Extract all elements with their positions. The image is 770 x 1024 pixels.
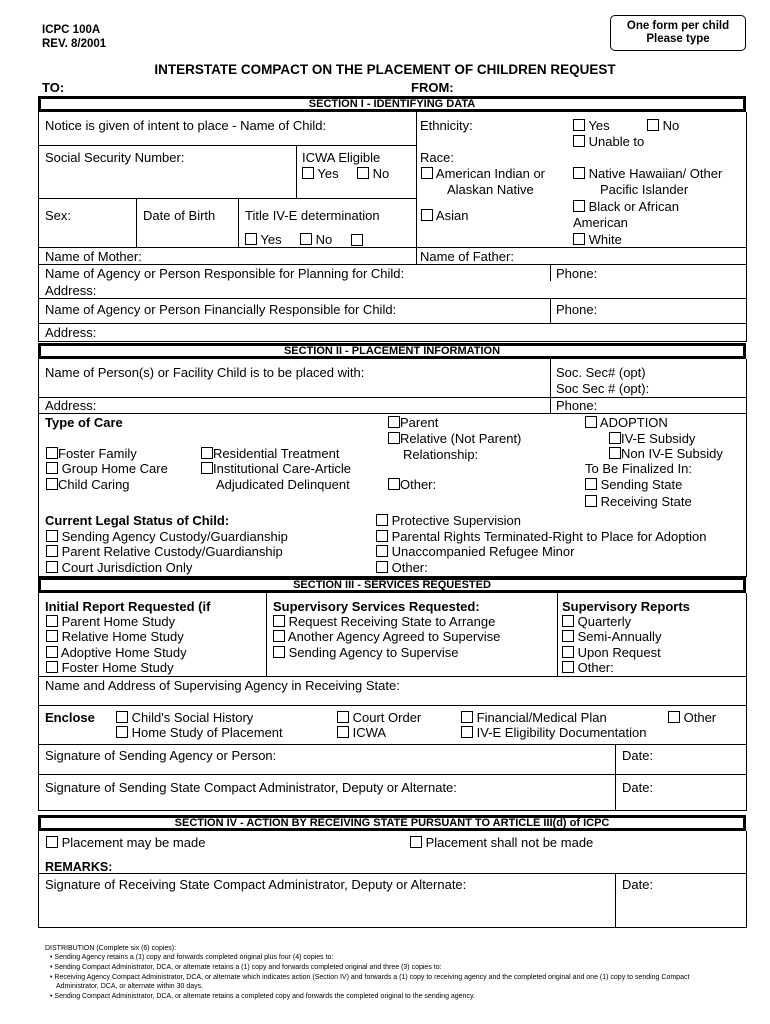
sex-label: Sex: xyxy=(45,208,72,223)
parent-label: Parent xyxy=(400,415,439,430)
home-study-checkbox[interactable] xyxy=(116,726,128,738)
remarks-label: REMARKS: xyxy=(45,860,113,874)
race-black-option[interactable] xyxy=(573,199,679,214)
court-jurisdiction-label: Court Jurisdiction Only xyxy=(61,560,193,575)
sending-agency-date-label: Date: xyxy=(622,748,654,763)
parent-option[interactable] xyxy=(388,415,438,430)
title-ive-label: Title IV-E determination xyxy=(245,208,380,223)
adoption-label: ADOPTION xyxy=(599,415,668,430)
court-order-checkbox[interactable] xyxy=(337,711,349,723)
child-caring-label: Child Caring xyxy=(58,477,130,492)
ethnicity-no-option[interactable] xyxy=(647,118,679,133)
relative-home-option[interactable] xyxy=(46,629,184,644)
distribution-heading: DISTRIBUTION (Complete six (6) copies): xyxy=(45,945,177,952)
ive-subsidy-checkbox[interactable] xyxy=(609,432,621,444)
instruction-line-1: One form per child xyxy=(626,20,730,32)
form-title: INTERSTATE COMPACT ON THE PLACEMENT OF CHILDREN REQUEST xyxy=(154,62,616,77)
soc-sec-opt-2-label: Soc Sec # (opt): xyxy=(556,381,650,396)
icwa-yes-label: Yes xyxy=(317,166,339,181)
financial-medical-checkbox[interactable] xyxy=(461,711,473,723)
institutional-option[interactable] xyxy=(201,461,351,476)
request-receiving-option[interactable] xyxy=(273,614,495,629)
enclose-other-label: Other xyxy=(683,710,717,725)
placement-may-be-made-checkbox[interactable] xyxy=(46,836,58,848)
quarterly-label: Quarterly xyxy=(577,614,632,629)
social-history-option[interactable] xyxy=(116,710,253,725)
relative-home-label: Relative Home Study xyxy=(61,629,184,644)
race-black-label: Black or African xyxy=(588,199,679,214)
social-history-checkbox[interactable] xyxy=(116,711,128,723)
relative-option[interactable] xyxy=(388,431,521,446)
sending-custody-option[interactable] xyxy=(46,529,288,544)
adoption-option[interactable] xyxy=(585,415,668,430)
title-ive-yes-label: Yes xyxy=(260,232,282,247)
section-1-header: SECTION I - IDENTIFYING DATA xyxy=(38,96,746,112)
finalize-receiving-checkbox[interactable] xyxy=(585,495,597,507)
race-american-indian-label: American Indian or xyxy=(435,166,546,181)
foster-home-option[interactable] xyxy=(46,660,174,675)
ive-eligibility-label: IV-E Eligibility Documentation xyxy=(476,725,647,740)
semi-annually-label: Semi-Annually xyxy=(577,629,662,644)
another-agency-option[interactable] xyxy=(273,629,500,644)
enclose-other-option[interactable] xyxy=(668,710,716,725)
finalize-receiving-label: Receiving State xyxy=(600,494,692,509)
relative-label: Relative (Not Parent) xyxy=(400,431,522,446)
group-home-option[interactable] xyxy=(46,461,168,476)
non-ive-subsidy-option[interactable] xyxy=(609,446,723,461)
refugee-checkbox[interactable] xyxy=(376,545,388,557)
finalize-sending-label: Sending State xyxy=(600,477,683,492)
request-receiving-label: Request Receiving State to Arrange xyxy=(288,614,496,629)
parent-checkbox[interactable] xyxy=(388,416,400,428)
race-white-checkbox[interactable] xyxy=(573,233,585,245)
ethnicity-yes-label: Yes xyxy=(588,118,610,133)
supervisory-services-label: Supervisory Services Requested: xyxy=(273,599,480,614)
parental-rights-label: Parental Rights Terminated-Right to Place for Adoption xyxy=(391,529,707,544)
placement-address-label: Address: xyxy=(45,398,97,413)
ive-eligibility-option[interactable] xyxy=(461,725,646,740)
enclose-label: Enclose xyxy=(45,710,95,725)
title-ive-no-label: No xyxy=(315,232,333,247)
quarterly-option[interactable] xyxy=(562,614,631,629)
form-revision: REV. 8/2001 xyxy=(42,38,107,50)
placed-with-label: Name of Person(s) or Facility Child is to be placed with: xyxy=(45,365,365,380)
parent-home-label: Parent Home Study xyxy=(61,614,176,629)
another-agency-checkbox[interactable] xyxy=(273,630,285,642)
care-other-option[interactable] xyxy=(388,477,436,492)
enclose-other-checkbox[interactable] xyxy=(668,711,680,723)
placement-phone-label: Phone: xyxy=(556,398,598,413)
sending-supervise-option[interactable] xyxy=(273,645,458,660)
financial-agency-address-label: Address: xyxy=(45,325,97,340)
residential-label: Residential Treatment xyxy=(213,446,340,461)
supervising-agency-label: Name and Address of Supervising Agency in Receiving State: xyxy=(45,678,400,693)
distribution-item-2: • Sending Compact Administrator, DCA, or alternate retains a (1) copy and forwards completed original and three (3) copies to: xyxy=(50,964,442,971)
upon-request-checkbox[interactable] xyxy=(562,646,574,658)
ethnicity-yes-option[interactable] xyxy=(573,118,610,133)
race-native-hawaiian-label: Native Hawaiian/ Other xyxy=(588,166,723,181)
instruction-box xyxy=(610,15,746,51)
financial-medical-option[interactable] xyxy=(461,710,607,725)
upon-request-option[interactable] xyxy=(562,645,661,660)
ive-eligibility-checkbox[interactable] xyxy=(461,726,473,738)
group-home-checkbox[interactable] xyxy=(46,462,58,474)
parent-home-checkbox[interactable] xyxy=(46,615,58,627)
initial-report-label: Initial Report Requested (if xyxy=(45,599,211,614)
distribution-item-4: • Sending Compact Administrator, DCA, or alternate retains a completed copy and forwards the completed original to the sending agency. xyxy=(50,993,475,1000)
ssn-label: Social Security Number: xyxy=(45,150,185,165)
protective-checkbox[interactable] xyxy=(376,514,388,526)
sending-admin-date-label: Date: xyxy=(622,780,654,795)
form-id: ICPC 100A xyxy=(42,24,101,36)
parent-custody-option[interactable] xyxy=(46,544,283,559)
ethnicity-no-checkbox[interactable] xyxy=(647,119,659,131)
instruction-line-2: Please type xyxy=(646,33,710,45)
race-label: Race: xyxy=(420,150,454,165)
home-study-option[interactable] xyxy=(116,725,283,740)
parent-home-option[interactable] xyxy=(46,614,175,629)
ethnicity-no-label: No xyxy=(662,118,680,133)
legal-other-option[interactable] xyxy=(376,560,428,575)
sending-supervise-label: Sending Agency to Supervise xyxy=(288,645,459,660)
legal-other-label: Other: xyxy=(391,560,428,575)
title-ive-no-option[interactable] xyxy=(300,232,332,247)
ethnicity-unable-label: Unable to xyxy=(588,134,645,149)
ethnicity-yes-checkbox[interactable] xyxy=(573,119,585,131)
placement-shall-not-label: Placement shall not be made xyxy=(425,835,594,850)
title-ive-yes-checkbox[interactable] xyxy=(245,233,257,245)
race-asian-label: Asian xyxy=(435,208,469,223)
placement-may-be-made-option[interactable] xyxy=(46,835,205,850)
finalize-sending-checkbox[interactable] xyxy=(585,478,597,490)
race-american-label: American xyxy=(573,215,628,230)
distribution-item-3: • Receiving Agency Compact Administrator, DCA, or alternate which indicates action (Section IV) and forwards a (1) copy to receiving agency and the completed original and one (1) copy to sending Compact xyxy=(50,974,690,981)
race-native-hawaiian-option[interactable] xyxy=(573,166,722,181)
placement-may-be-made-label: Placement may be made xyxy=(61,835,206,850)
group-home-label: Group Home Care xyxy=(61,461,168,476)
foster-family-label: Foster Family xyxy=(58,446,137,461)
care-other-label: Other: xyxy=(400,477,437,492)
court-jurisdiction-checkbox[interactable] xyxy=(46,561,58,573)
section-2-header: SECTION II - PLACEMENT INFORMATION xyxy=(38,343,746,359)
icwa-no-checkbox[interactable] xyxy=(357,167,369,179)
protective-option[interactable] xyxy=(376,513,521,528)
to-be-finalized-label: To Be Finalized In: xyxy=(585,461,692,476)
home-study-label: Home Study of Placement xyxy=(131,725,283,740)
child-name-label: Notice is given of intent to place - Name of Child: xyxy=(45,118,327,133)
court-order-label: Court Order xyxy=(352,710,422,725)
race-native-hawaiian-checkbox[interactable] xyxy=(573,167,585,179)
icwa-no-label: No xyxy=(372,166,390,181)
planning-agency-address-label: Address: xyxy=(45,283,97,298)
supervisory-reports-label: Supervisory Reports xyxy=(562,599,690,614)
title-ive-extra-checkbox[interactable] xyxy=(351,234,363,246)
foster-family-option[interactable] xyxy=(46,446,137,461)
sending-custody-label: Sending Agency Custody/Guardianship xyxy=(61,529,288,544)
relative-checkbox[interactable] xyxy=(388,432,400,444)
non-ive-subsidy-label: Non IV-E Subsidy xyxy=(621,446,723,461)
race-american-indian-option[interactable] xyxy=(421,166,545,181)
icwa-eligible-label: ICWA Eligible xyxy=(302,150,381,165)
ive-subsidy-label: IV-E Subsidy xyxy=(621,431,696,446)
race-black-checkbox[interactable] xyxy=(573,200,585,212)
adoption-checkbox[interactable] xyxy=(585,416,597,428)
distribution-item-1: • Sending Agency retains a (1) copy and forwards completed original plus four (4) copies to: xyxy=(50,954,334,961)
financial-agency-label: Name of Agency or Person Financially Responsible for Child: xyxy=(45,302,397,317)
mother-name-label: Name of Mother: xyxy=(45,249,142,264)
social-history-label: Child's Social History xyxy=(131,710,254,725)
icwa-label: ICWA xyxy=(352,725,387,740)
sending-custody-checkbox[interactable] xyxy=(46,530,58,542)
icwa-yes-option[interactable] xyxy=(302,166,339,181)
adjudicated-label: Adjudicated Delinquent xyxy=(216,477,350,492)
to-label: TO: xyxy=(42,80,65,95)
icwa-checkbox[interactable] xyxy=(337,726,349,738)
institutional-checkbox[interactable] xyxy=(201,462,213,474)
type-of-care-label: Type of Care xyxy=(45,415,123,430)
placement-shall-not-checkbox[interactable] xyxy=(410,836,422,848)
icwa-no-option[interactable] xyxy=(357,166,389,181)
care-other-checkbox[interactable] xyxy=(388,478,400,490)
reports-other-checkbox[interactable] xyxy=(562,661,574,673)
foster-family-checkbox[interactable] xyxy=(46,447,58,459)
relative-home-checkbox[interactable] xyxy=(46,630,58,642)
institutional-label: Institutional Care-Article xyxy=(213,461,351,476)
legal-other-checkbox[interactable] xyxy=(376,561,388,573)
planning-agency-phone-label: Phone: xyxy=(556,266,598,281)
title-ive-no-checkbox[interactable] xyxy=(300,233,312,245)
parental-rights-checkbox[interactable] xyxy=(376,530,388,542)
parent-custody-checkbox[interactable] xyxy=(46,545,58,557)
distribution-item-3-cont: Administrator, DCA, or alternate within 30 days. xyxy=(56,983,204,990)
icwa-option[interactable] xyxy=(337,725,386,740)
sending-admin-signature-label: Signature of Sending State Compact Administrator, Deputy or Alternate: xyxy=(45,780,457,795)
upon-request-label: Upon Request xyxy=(577,645,661,660)
refugee-option[interactable] xyxy=(376,544,574,559)
protective-label: Protective Supervision xyxy=(391,513,521,528)
finalize-receiving-option[interactable] xyxy=(585,494,692,509)
another-agency-label: Another Agency Agreed to Supervise xyxy=(287,629,501,644)
relationship-label: Relationship: xyxy=(403,447,479,462)
race-alaskan-native-label: Alaskan Native xyxy=(447,182,534,197)
adoptive-home-checkbox[interactable] xyxy=(46,646,58,658)
non-ive-subsidy-checkbox[interactable] xyxy=(609,447,621,459)
icwa-yes-checkbox[interactable] xyxy=(302,167,314,179)
ethnicity-unable-checkbox[interactable] xyxy=(573,135,585,147)
adoptive-home-option[interactable] xyxy=(46,645,187,660)
from-label: FROM: xyxy=(411,80,454,95)
quarterly-checkbox[interactable] xyxy=(562,615,574,627)
semi-annually-checkbox[interactable] xyxy=(562,630,574,642)
sending-agency-signature-label: Signature of Sending Agency or Person: xyxy=(45,748,277,763)
reports-other-option[interactable] xyxy=(562,660,614,675)
title-ive-yes-option[interactable] xyxy=(245,232,282,247)
financial-agency-phone-label: Phone: xyxy=(556,302,598,317)
dob-label: Date of Birth xyxy=(143,208,216,223)
reports-other-label: Other: xyxy=(577,660,614,675)
sending-supervise-checkbox[interactable] xyxy=(273,646,285,658)
race-asian-checkbox[interactable] xyxy=(421,209,433,221)
race-white-label: White xyxy=(588,232,622,247)
adoptive-home-label: Adoptive Home Study xyxy=(60,645,187,660)
court-jurisdiction-option[interactable] xyxy=(46,560,192,575)
race-white-option[interactable] xyxy=(573,232,622,247)
legal-status-label: Current Legal Status of Child: xyxy=(45,513,230,528)
refugee-label: Unaccompanied Refugee Minor xyxy=(391,544,575,559)
race-asian-option[interactable] xyxy=(421,208,468,223)
race-american-indian-checkbox[interactable] xyxy=(421,167,433,179)
request-receiving-checkbox[interactable] xyxy=(273,615,285,627)
receiving-admin-signature-label: Signature of Receiving State Compact Administrator, Deputy or Alternate: xyxy=(45,877,467,892)
parent-custody-label: Parent Relative Custody/Guardianship xyxy=(61,544,283,559)
financial-medical-label: Financial/Medical Plan xyxy=(476,710,607,725)
court-order-option[interactable] xyxy=(337,710,421,725)
section-4-header: SECTION IV - ACTION BY RECEIVING STATE PURSUANT TO ARTICLE III(d) of ICPC xyxy=(38,815,746,831)
receiving-admin-date-label: Date: xyxy=(622,877,654,892)
ive-subsidy-option[interactable] xyxy=(609,431,695,446)
father-name-label: Name of Father: xyxy=(420,249,514,264)
child-caring-option[interactable] xyxy=(46,477,130,492)
residential-checkbox[interactable] xyxy=(201,447,213,459)
foster-home-label: Foster Home Study xyxy=(61,660,174,675)
section-3-header: SECTION III - SERVICES REQUESTED xyxy=(38,577,746,593)
child-caring-checkbox[interactable] xyxy=(46,478,58,490)
finalize-sending-option[interactable] xyxy=(585,477,682,492)
foster-home-checkbox[interactable] xyxy=(46,661,58,673)
race-pacific-islander-label: Pacific Islander xyxy=(600,182,689,197)
planning-agency-label: Name of Agency or Person Responsible for Planning for Child: xyxy=(45,266,405,281)
soc-sec-opt-1-label: Soc. Sec# (opt) xyxy=(556,365,646,380)
parental-rights-option[interactable] xyxy=(376,529,706,544)
ethnicity-unable-option[interactable] xyxy=(573,134,644,149)
residential-option[interactable] xyxy=(201,446,339,461)
semi-annually-option[interactable] xyxy=(562,629,661,644)
placement-shall-not-option[interactable] xyxy=(410,835,593,850)
ethnicity-label: Ethnicity: xyxy=(420,118,473,133)
